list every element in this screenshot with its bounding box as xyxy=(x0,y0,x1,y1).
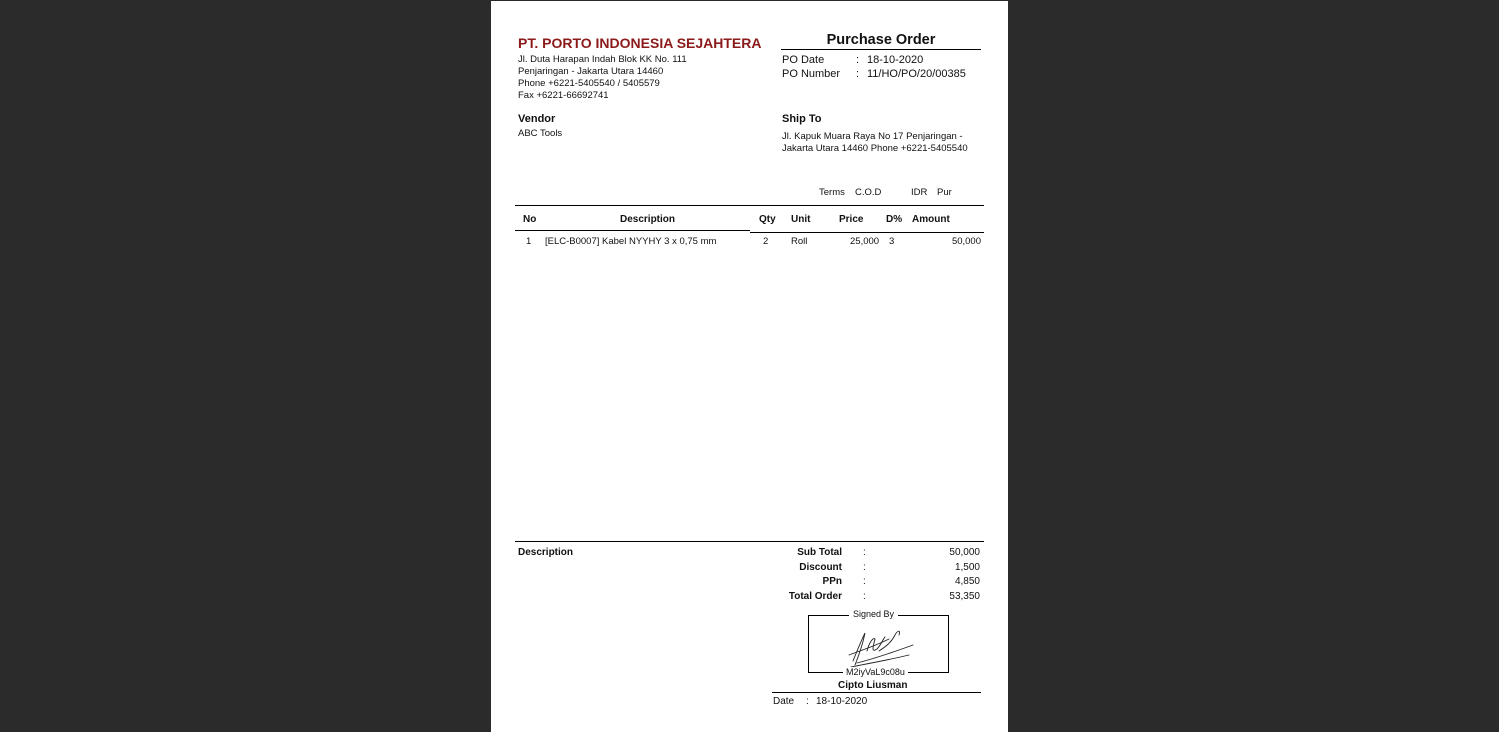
po-number-colon: : xyxy=(856,68,860,80)
document-page xyxy=(491,1,1008,732)
subtotal-label: Sub Total xyxy=(797,547,842,558)
subtotal-colon: : xyxy=(863,547,866,558)
ppn-colon: : xyxy=(863,576,866,587)
vendor-name: ABC Tools xyxy=(518,128,563,139)
total-order-colon: : xyxy=(863,591,866,602)
discount-value: 1,500 xyxy=(954,562,980,573)
company-name: PT. PORTO INDONESIA SEJAHTERA xyxy=(518,35,762,51)
total-order-value: 53,350 xyxy=(949,591,980,602)
table-header-rule xyxy=(515,230,750,231)
ppn-value: 4,850 xyxy=(954,576,980,587)
signed-by-label: Signed By xyxy=(849,609,898,619)
company-address-line: Penjaringan - Jakarta Utara 14460 xyxy=(518,66,664,77)
po-date-label: PO Date xyxy=(782,54,825,66)
row-discount: 3 xyxy=(889,236,895,247)
po-number-value: 11/HO/PO/20/00385 xyxy=(867,68,966,80)
column-header-no: No xyxy=(523,214,537,225)
title-divider xyxy=(781,49,981,50)
column-header-unit: Unit xyxy=(791,214,811,225)
row-description: [ELC-B0007] Kabel NYYHY 3 x 0,75 mm xyxy=(545,236,717,247)
company-phone: Phone +6221-5405540 / 5405579 xyxy=(518,78,660,89)
table-top-rule xyxy=(515,205,984,206)
signature-date-colon: : xyxy=(806,696,809,707)
currency-note: Pur xyxy=(937,187,952,198)
row-qty: 2 xyxy=(763,236,769,247)
ppn-label: PPn xyxy=(822,576,842,587)
po-number-label: PO Number xyxy=(782,68,841,80)
column-header-amount: Amount xyxy=(912,214,950,225)
document-title: Purchase Order xyxy=(826,32,936,48)
terms-label: Terms xyxy=(819,187,845,198)
ship-to-address: Jl. Kapuk Muara Raya No 17 Penjaringan - Jakarta Utara 14460 Phone +6221-5405540 xyxy=(782,131,968,155)
signature-date-value: 18-10-2020 xyxy=(816,696,868,707)
row-no: 1 xyxy=(526,236,532,247)
company-fax: Fax +6221-66692741 xyxy=(518,90,609,101)
table-bottom-rule xyxy=(515,541,984,542)
table-header-rule xyxy=(750,232,984,233)
terms-value: C.O.D xyxy=(855,187,882,198)
row-price: 25,000 xyxy=(850,236,880,247)
company-address-line: Jl. Duta Harapan Indah Blok KK No. 111 xyxy=(518,54,687,65)
signer-name: Cipto Liusman xyxy=(838,680,908,691)
signature-image xyxy=(843,625,918,669)
column-header-description: Description xyxy=(620,214,676,225)
vendor-heading: Vendor xyxy=(518,113,556,125)
discount-label: Discount xyxy=(799,562,842,573)
total-order-label: Total Order xyxy=(788,591,842,602)
column-header-discount: D% xyxy=(886,214,903,225)
po-date-colon: : xyxy=(856,54,860,66)
signature-rule xyxy=(772,692,981,693)
row-unit: Roll xyxy=(791,236,808,247)
column-header-qty: Qty xyxy=(759,214,776,225)
footer-description-label: Description xyxy=(518,547,574,558)
row-amount: 50,000 xyxy=(951,236,981,247)
column-header-price: Price xyxy=(839,214,864,225)
signature-code: M2iyVaL9c08u xyxy=(843,667,908,677)
po-date-value: 18-10-2020 xyxy=(867,54,924,66)
signature-date-label: Date xyxy=(773,696,795,707)
subtotal-value: 50,000 xyxy=(949,547,980,558)
discount-colon: : xyxy=(863,562,866,573)
currency-label: IDR xyxy=(911,187,928,198)
ship-to-heading: Ship To xyxy=(782,113,822,125)
